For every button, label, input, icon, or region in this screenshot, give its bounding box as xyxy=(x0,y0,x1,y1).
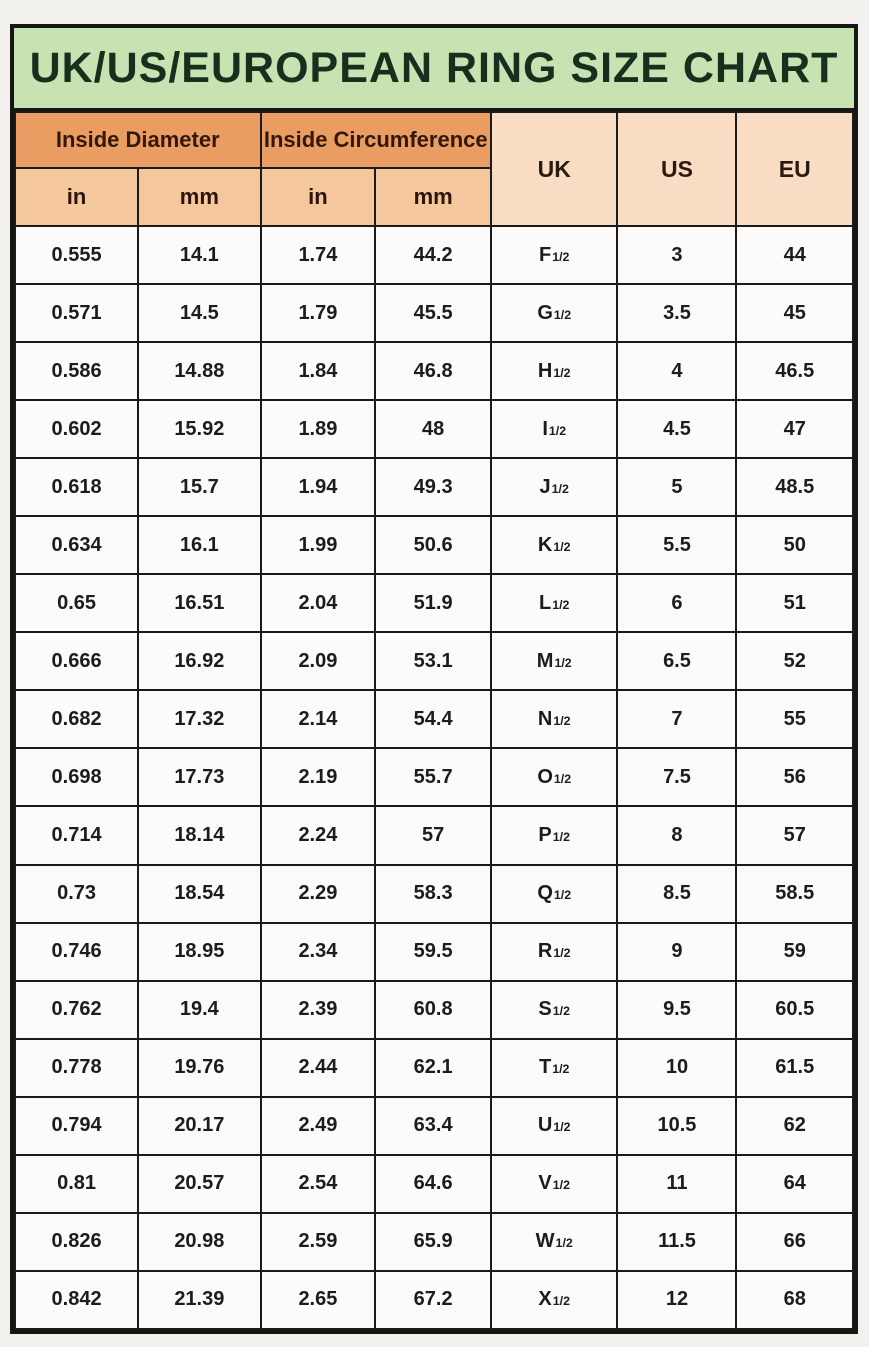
circumference-in-cell: 2.14 xyxy=(261,690,376,748)
circumference-mm-cell: 53.1 xyxy=(375,632,491,690)
eu-size-cell: 64 xyxy=(736,1155,853,1213)
table-row xyxy=(15,690,853,748)
diameter-mm-cell: 14.5 xyxy=(138,284,260,342)
uk-size-fraction: 1/2 xyxy=(553,1120,571,1135)
circumference-mm-cell: 55.7 xyxy=(375,748,491,806)
inside-circumference-header: Inside Circumference xyxy=(261,112,491,168)
uk-size-fraction: 1/2 xyxy=(551,481,569,496)
table-row xyxy=(15,284,853,342)
circumference-in-cell: 2.29 xyxy=(261,865,376,923)
diameter-mm-unit-header: mm xyxy=(138,168,260,226)
eu-size-cell: 57 xyxy=(736,806,853,864)
eu-column-header: EU xyxy=(736,112,853,226)
circumference-in-cell: 2.54 xyxy=(261,1155,376,1213)
uk-size-fraction: 1/2 xyxy=(552,829,570,844)
uk-size-fraction: 1/2 xyxy=(553,946,571,961)
circumference-in-cell: 2.59 xyxy=(261,1213,376,1271)
uk-size-fraction: 1/2 xyxy=(552,597,570,612)
table-row xyxy=(15,1271,853,1329)
eu-size-cell: 47 xyxy=(736,400,853,458)
uk-size-cell xyxy=(491,923,618,981)
uk-size-cell xyxy=(491,981,618,1039)
circumference-in-cell: 1.79 xyxy=(261,284,376,342)
uk-size-letter: V xyxy=(538,1172,552,1195)
circumference-mm-cell: 64.6 xyxy=(375,1155,491,1213)
circumference-in-cell: 2.09 xyxy=(261,632,376,690)
diameter-in-cell: 0.81 xyxy=(15,1155,138,1213)
circumference-in-cell: 2.49 xyxy=(261,1097,376,1155)
diameter-in-cell: 0.618 xyxy=(15,458,138,516)
circumference-in-cell: 1.99 xyxy=(261,516,376,574)
uk-size-cell xyxy=(491,342,618,400)
diameter-mm-cell: 18.95 xyxy=(138,923,260,981)
diameter-mm-cell: 18.54 xyxy=(138,865,260,923)
diameter-in-cell: 0.682 xyxy=(15,690,138,748)
eu-size-cell: 56 xyxy=(736,748,853,806)
uk-size-letter: W xyxy=(535,1230,555,1253)
eu-size-cell: 51 xyxy=(736,574,853,632)
uk-size-cell xyxy=(491,574,618,632)
eu-size-cell: 46.5 xyxy=(736,342,853,400)
diameter-mm-cell: 18.14 xyxy=(138,806,260,864)
table-row xyxy=(15,806,853,864)
uk-size-letter: U xyxy=(537,1114,553,1137)
us-size-cell: 11 xyxy=(617,1155,736,1213)
circumference-in-cell: 2.04 xyxy=(261,574,376,632)
uk-size-fraction: 1/2 xyxy=(552,249,570,264)
table-row xyxy=(15,574,853,632)
diameter-in-cell: 0.746 xyxy=(15,923,138,981)
table-body xyxy=(15,226,853,1329)
uk-size-cell xyxy=(491,400,618,458)
us-size-cell: 3.5 xyxy=(617,284,736,342)
circumference-mm-cell: 59.5 xyxy=(375,923,491,981)
diameter-in-cell: 0.571 xyxy=(15,284,138,342)
uk-size-cell xyxy=(491,1271,618,1329)
uk-size-cell xyxy=(491,1155,618,1213)
uk-size-cell xyxy=(491,865,618,923)
uk-size-fraction: 1/2 xyxy=(552,1062,570,1077)
table-row xyxy=(15,1213,853,1271)
eu-size-cell: 58.5 xyxy=(736,865,853,923)
table-row xyxy=(15,1155,853,1213)
us-size-cell: 12 xyxy=(617,1271,736,1329)
circumference-mm-cell: 48 xyxy=(375,400,491,458)
circumference-in-cell: 2.24 xyxy=(261,806,376,864)
uk-size-letter: H xyxy=(537,359,553,382)
uk-size-cell xyxy=(491,748,618,806)
us-size-cell: 10 xyxy=(617,1039,736,1097)
us-size-cell: 3 xyxy=(617,226,736,284)
uk-size-letter: K xyxy=(537,533,553,556)
circumference-mm-cell: 57 xyxy=(375,806,491,864)
uk-size-fraction: 1/2 xyxy=(548,423,567,438)
diameter-mm-cell: 20.57 xyxy=(138,1155,260,1213)
circumference-mm-cell: 67.2 xyxy=(375,1271,491,1329)
uk-size-letter: F xyxy=(538,243,552,266)
uk-size-cell xyxy=(491,690,618,748)
ring-size-chart xyxy=(10,24,858,1334)
diameter-in-cell: 0.762 xyxy=(15,981,138,1039)
circumference-mm-cell: 49.3 xyxy=(375,458,491,516)
circumference-mm-cell: 45.5 xyxy=(375,284,491,342)
uk-size-cell xyxy=(491,1213,618,1271)
eu-size-cell: 60.5 xyxy=(736,981,853,1039)
uk-size-cell xyxy=(491,1097,618,1155)
eu-size-cell: 48.5 xyxy=(736,458,853,516)
table-row xyxy=(15,981,853,1039)
uk-size-fraction: 1/2 xyxy=(552,1294,570,1309)
uk-size-fraction: 1/2 xyxy=(554,655,572,670)
circumference-in-cell: 1.74 xyxy=(261,226,376,284)
uk-size-cell xyxy=(491,284,618,342)
diameter-in-cell: 0.602 xyxy=(15,400,138,458)
diameter-in-cell: 0.842 xyxy=(15,1271,138,1329)
eu-size-cell: 45 xyxy=(736,284,853,342)
circumference-in-unit-header: in xyxy=(261,168,376,226)
circumference-mm-cell: 62.1 xyxy=(375,1039,491,1097)
uk-size-cell xyxy=(491,1039,618,1097)
circumference-mm-unit-header: mm xyxy=(375,168,491,226)
eu-size-cell: 61.5 xyxy=(736,1039,853,1097)
eu-size-cell: 44 xyxy=(736,226,853,284)
eu-size-cell: 52 xyxy=(736,632,853,690)
us-size-cell: 10.5 xyxy=(617,1097,736,1155)
us-column-header: US xyxy=(617,112,736,226)
circumference-mm-cell: 50.6 xyxy=(375,516,491,574)
diameter-in-cell: 0.73 xyxy=(15,865,138,923)
uk-size-letter: Q xyxy=(537,882,553,905)
chart-title-band xyxy=(14,28,854,111)
header-group-row xyxy=(15,112,853,168)
uk-column-header: UK xyxy=(491,112,618,226)
diameter-mm-cell: 19.4 xyxy=(138,981,260,1039)
diameter-mm-cell: 15.92 xyxy=(138,400,260,458)
circumference-in-cell: 1.84 xyxy=(261,342,376,400)
eu-size-cell: 66 xyxy=(736,1213,853,1271)
inside-diameter-header: Inside Diameter xyxy=(15,112,261,168)
circumference-mm-cell: 44.2 xyxy=(375,226,491,284)
page-title: UK/US/EUROPEAN RING SIZE CHART xyxy=(29,43,839,92)
diameter-mm-cell: 14.88 xyxy=(138,342,260,400)
table-row xyxy=(15,458,853,516)
diameter-mm-cell: 21.39 xyxy=(138,1271,260,1329)
table-row xyxy=(15,226,853,284)
table-row xyxy=(15,748,853,806)
uk-size-fraction: 1/2 xyxy=(553,888,572,903)
table-row xyxy=(15,400,853,458)
diameter-mm-cell: 15.7 xyxy=(138,458,260,516)
diameter-mm-cell: 20.17 xyxy=(138,1097,260,1155)
uk-size-letter: N xyxy=(537,707,553,730)
uk-size-fraction: 1/2 xyxy=(553,307,572,322)
uk-size-cell xyxy=(491,516,618,574)
table-row xyxy=(15,516,853,574)
circumference-in-cell: 2.65 xyxy=(261,1271,376,1329)
us-size-cell: 11.5 xyxy=(617,1213,736,1271)
us-size-cell: 6 xyxy=(617,574,736,632)
diameter-mm-cell: 16.1 xyxy=(138,516,260,574)
us-size-cell: 7 xyxy=(617,690,736,748)
uk-size-fraction: 1/2 xyxy=(552,1004,570,1019)
eu-size-cell: 55 xyxy=(736,690,853,748)
diameter-in-cell: 0.778 xyxy=(15,1039,138,1097)
diameter-in-cell: 0.826 xyxy=(15,1213,138,1271)
diameter-mm-cell: 16.92 xyxy=(138,632,260,690)
circumference-mm-cell: 58.3 xyxy=(375,865,491,923)
diameter-in-cell: 0.666 xyxy=(15,632,138,690)
us-size-cell: 4.5 xyxy=(617,400,736,458)
circumference-mm-cell: 65.9 xyxy=(375,1213,491,1271)
us-size-cell: 8 xyxy=(617,806,736,864)
uk-size-fraction: 1/2 xyxy=(553,771,572,786)
table-row xyxy=(15,632,853,690)
uk-size-letter: G xyxy=(537,301,553,324)
uk-size-letter: M xyxy=(536,649,554,672)
uk-size-fraction: 1/2 xyxy=(552,1178,570,1193)
circumference-mm-cell: 63.4 xyxy=(375,1097,491,1155)
circumference-mm-cell: 46.8 xyxy=(375,342,491,400)
diameter-mm-cell: 17.32 xyxy=(138,690,260,748)
circumference-in-cell: 2.19 xyxy=(261,748,376,806)
table-row xyxy=(15,342,853,400)
diameter-mm-cell: 19.76 xyxy=(138,1039,260,1097)
table-row xyxy=(15,865,853,923)
diameter-mm-cell: 14.1 xyxy=(138,226,260,284)
table-row xyxy=(15,1097,853,1155)
eu-size-cell: 50 xyxy=(736,516,853,574)
diameter-in-cell: 0.698 xyxy=(15,748,138,806)
uk-size-fraction: 1/2 xyxy=(555,1236,573,1251)
uk-size-letter: P xyxy=(538,823,552,846)
table-row xyxy=(15,1039,853,1097)
uk-size-fraction: 1/2 xyxy=(553,539,571,554)
uk-size-letter: R xyxy=(537,940,553,963)
diameter-in-cell: 0.634 xyxy=(15,516,138,574)
uk-size-cell xyxy=(491,632,618,690)
circumference-in-cell: 2.34 xyxy=(261,923,376,981)
diameter-in-cell: 0.794 xyxy=(15,1097,138,1155)
us-size-cell: 6.5 xyxy=(617,632,736,690)
us-size-cell: 9.5 xyxy=(617,981,736,1039)
table-header xyxy=(15,112,853,226)
circumference-in-cell: 2.44 xyxy=(261,1039,376,1097)
diameter-in-unit-header: in xyxy=(15,168,138,226)
us-size-cell: 5.5 xyxy=(617,516,736,574)
circumference-in-cell: 2.39 xyxy=(261,981,376,1039)
uk-size-cell xyxy=(491,458,618,516)
us-size-cell: 7.5 xyxy=(617,748,736,806)
circumference-mm-cell: 54.4 xyxy=(375,690,491,748)
us-size-cell: 8.5 xyxy=(617,865,736,923)
uk-size-fraction: 1/2 xyxy=(553,713,571,728)
diameter-in-cell: 0.586 xyxy=(15,342,138,400)
diameter-mm-cell: 17.73 xyxy=(138,748,260,806)
circumference-mm-cell: 51.9 xyxy=(375,574,491,632)
circumference-in-cell: 1.94 xyxy=(261,458,376,516)
diameter-in-cell: 0.555 xyxy=(15,226,138,284)
circumference-in-cell: 1.89 xyxy=(261,400,376,458)
diameter-in-cell: 0.65 xyxy=(15,574,138,632)
table-row xyxy=(15,923,853,981)
uk-size-letter: X xyxy=(538,1288,552,1311)
uk-size-letter: L xyxy=(538,591,552,614)
uk-size-cell xyxy=(491,806,618,864)
ring-size-table xyxy=(14,111,854,1330)
diameter-mm-cell: 20.98 xyxy=(138,1213,260,1271)
uk-size-letter: S xyxy=(538,998,552,1021)
us-size-cell: 4 xyxy=(617,342,736,400)
uk-size-letter: O xyxy=(537,765,553,788)
uk-size-fraction: 1/2 xyxy=(553,365,571,380)
eu-size-cell: 68 xyxy=(736,1271,853,1329)
circumference-mm-cell: 60.8 xyxy=(375,981,491,1039)
diameter-in-cell: 0.714 xyxy=(15,806,138,864)
us-size-cell: 5 xyxy=(617,458,736,516)
uk-size-cell xyxy=(491,226,618,284)
uk-size-letter: J xyxy=(539,475,551,498)
uk-size-letter: I xyxy=(542,417,548,440)
diameter-mm-cell: 16.51 xyxy=(138,574,260,632)
eu-size-cell: 62 xyxy=(736,1097,853,1155)
eu-size-cell: 59 xyxy=(736,923,853,981)
us-size-cell: 9 xyxy=(617,923,736,981)
uk-size-letter: T xyxy=(538,1056,552,1079)
